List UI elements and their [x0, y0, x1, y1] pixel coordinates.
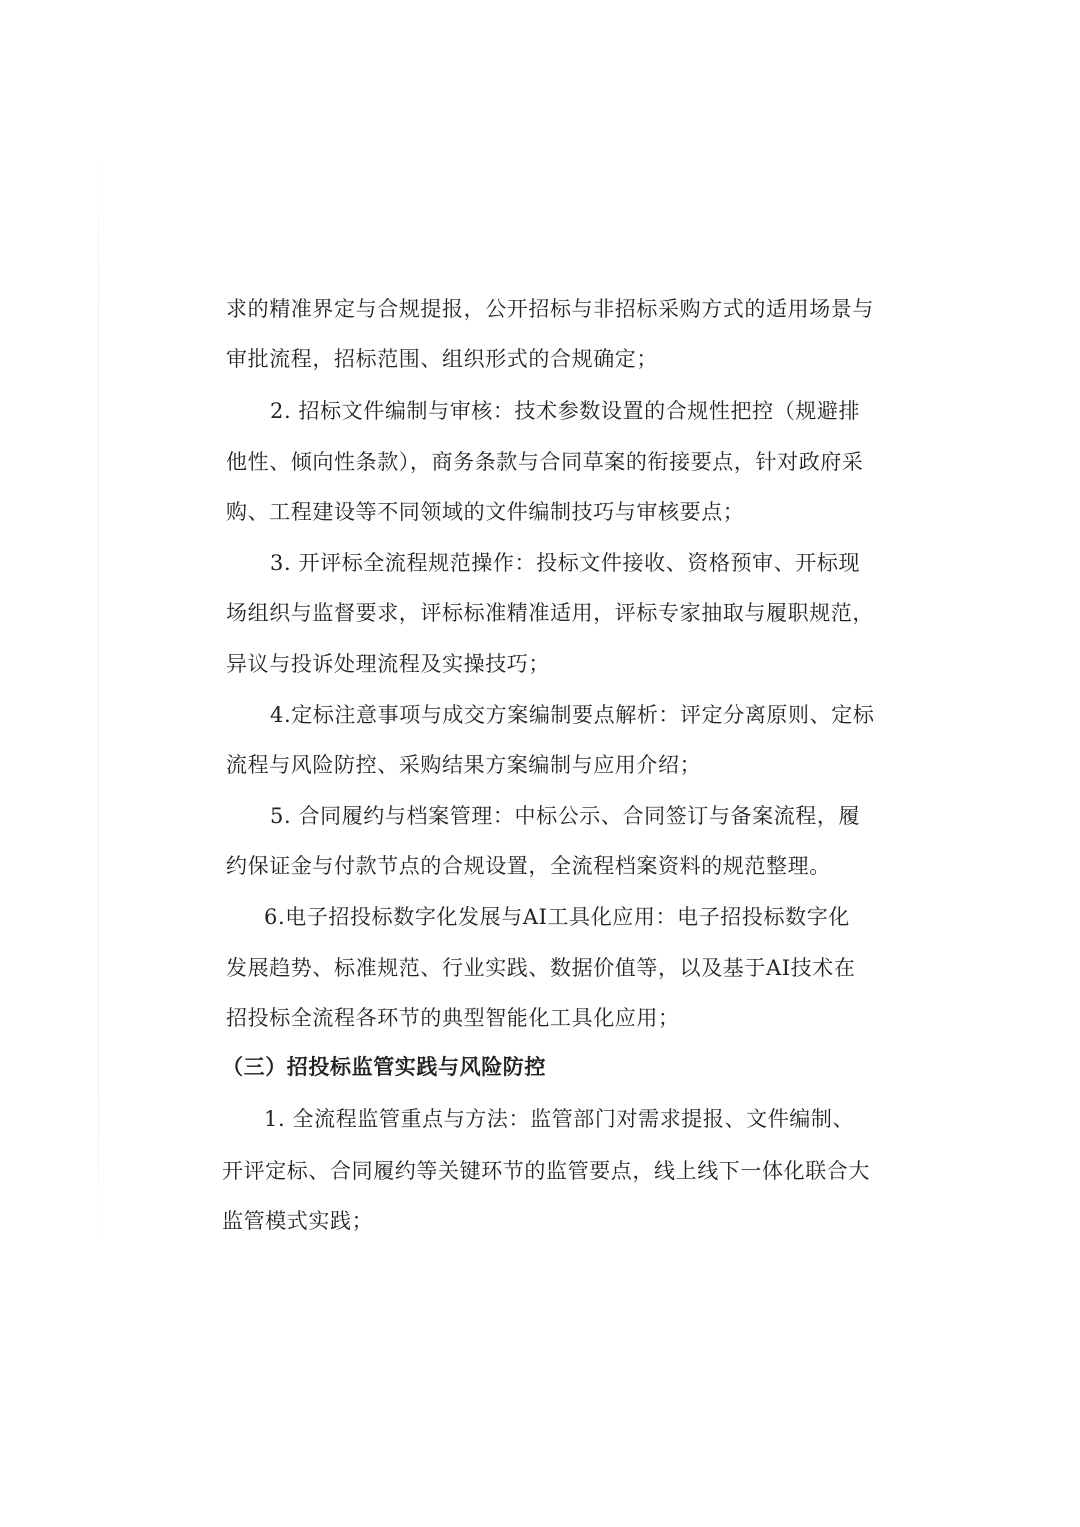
paragraph-line: 5. 合同履约与档案管理：中标公示、合同签订与备案流程，履 — [270, 804, 861, 828]
paragraph-line: 2. 招标文件编制与审核：技术参数设置的合规性把控（规避排 — [270, 399, 861, 423]
paragraph-line: 求的精准界定与合规提报，公开招标与非招标采购方式的适用场景与 — [226, 297, 874, 321]
paragraph-line: 流程与风险防控、采购结果方案编制与应用介绍； — [226, 753, 702, 777]
paragraph-line: 他性、倾向性条款），商务条款与合同草案的衔接要点，针对政府采 — [226, 450, 864, 474]
paragraph-line: 发展趋势、标准规范、行业实践、数据价值等，以及基于AI技术在 — [226, 956, 856, 980]
paragraph-line: 开评定标、合同履约等关键环节的监管要点，线上线下一体化联合大 — [222, 1159, 870, 1183]
section-heading: （三）招投标监管实践与风险防控 — [222, 1055, 546, 1079]
paragraph-line: 3. 开评标全流程规范操作：投标文件接收、资格预审、开标现 — [270, 551, 861, 575]
paragraph-line: 约保证金与付款节点的合规设置，全流程档案资料的规范整理。 — [226, 854, 831, 878]
scan-edge-shadow — [98, 140, 99, 1260]
paragraph-line: 购、工程建设等不同领域的文件编制技巧与审核要点； — [226, 500, 745, 524]
paragraph-line: 4.定标注意事项与成交方案编制要点解析：评定分离原则、定标 — [270, 703, 875, 727]
paragraph-line: 审批流程，招标范围、组织形式的合规确定； — [226, 347, 658, 371]
paragraph-line: 场组织与监督要求，评标标准精准适用，评标专家抽取与履职规范， — [226, 601, 874, 625]
paragraph-line: 招投标全流程各环节的典型智能化工具化应用； — [226, 1006, 680, 1030]
paragraph-line: 监管模式实践； — [222, 1209, 374, 1233]
paragraph-line: 1. 全流程监管重点与方法：监管部门对需求提报、文件编制、 — [264, 1107, 855, 1131]
paragraph-line: 异议与投诉处理流程及实操技巧； — [226, 652, 550, 676]
paragraph-line: 6.电子招投标数字化发展与AI工具化应用：电子招投标数字化 — [264, 905, 850, 929]
